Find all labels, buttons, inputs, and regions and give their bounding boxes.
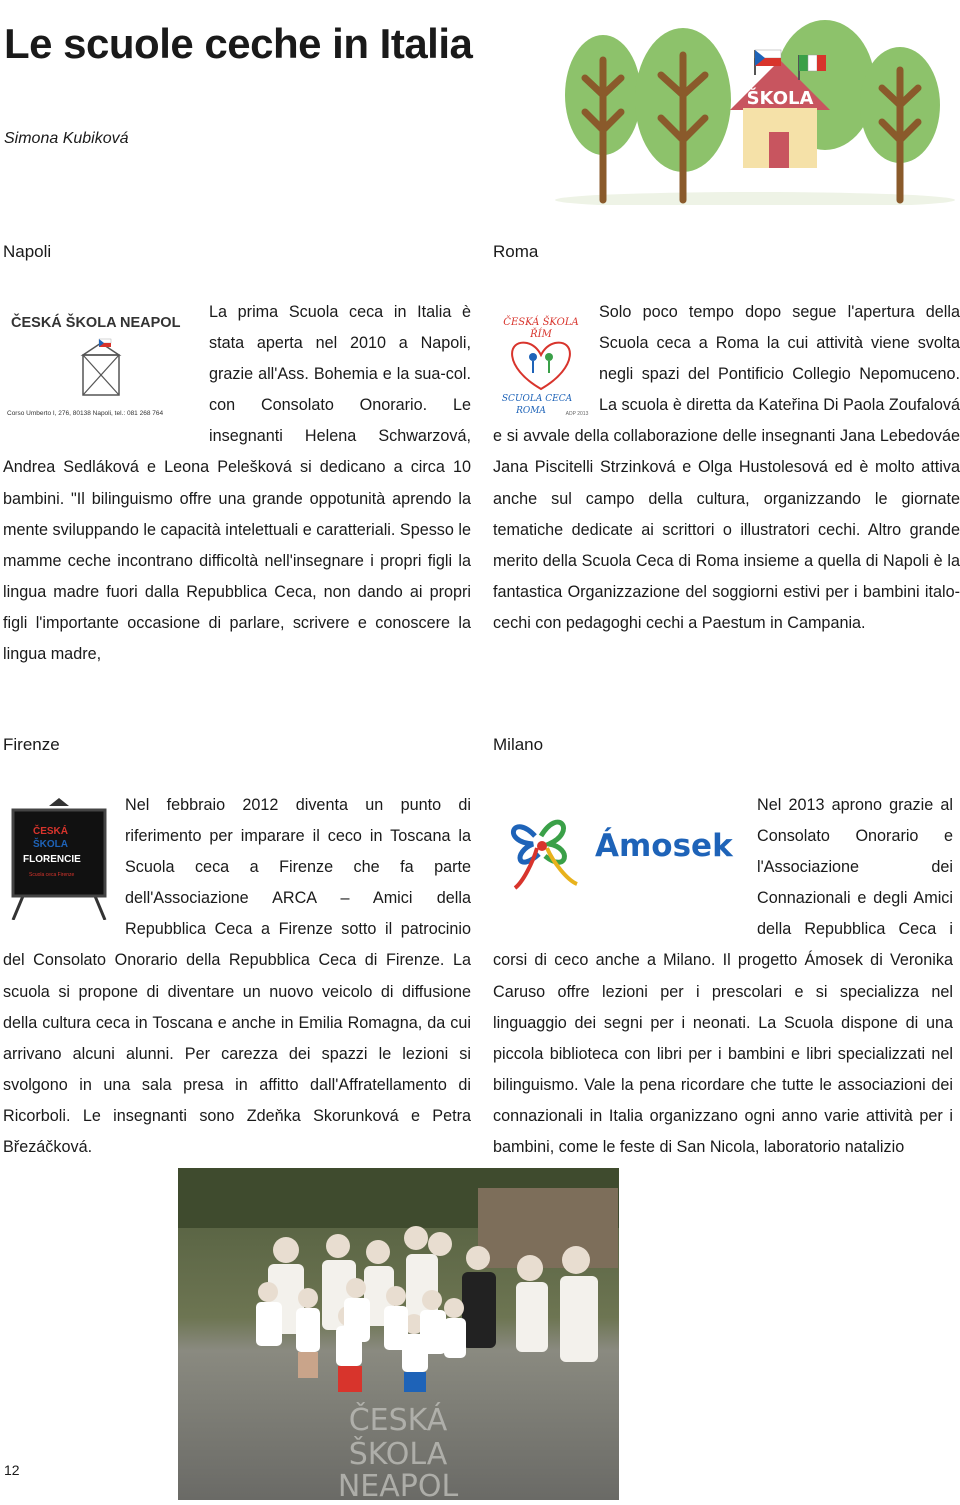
ground-text-3: NEAPOL: [337, 1469, 459, 1500]
roma-logo-line4: ROMA: [516, 406, 546, 416]
author: Simona Kubiková: [4, 130, 129, 147]
roma-logo-line5: ADP 2013: [565, 411, 589, 417]
roma-logo-line1: ČESKÁ ŠKOLA: [503, 317, 579, 328]
firenze-logo-line3: FLORENCIE: [23, 854, 81, 865]
napoli-logo-text: ČESKÁ ŠKOLA NEAPOL: [11, 315, 181, 331]
napoli-logo: [3, 299, 199, 423]
firenze-logo-line4: Scuola ceca Firenze: [29, 872, 75, 878]
section-label-milano: Milano: [493, 735, 544, 754]
milano-text: Nel 2013 aprono grazie al Consolato Onorario e l'Associazione dei Connazionali e degli Amici della Repubblica Ceca i corsi di ceco anche a Milano. Il progetto Ámosek di Veronika Caruso offre lezioni per i prescolari e si specializza nel linguaggio dei segni per i neonati. La Scuola dispone di una piccola biblioteca con libri per i bambini e libri specializzati nel bilinguismo. Vale la pena ricordare che tutte le associazioni dei connazionali in Italia organizzano ogni anno varie attività per i bambini, come le feste di San Nicola, laboratorio natalizio: [493, 796, 953, 1157]
milano-logo-text: Ámosek: [595, 828, 733, 864]
ground-text-1: ČESKÁ: [348, 1403, 448, 1438]
section-label-roma: Roma: [493, 242, 539, 261]
school-illustration: [555, 0, 955, 205]
skola-sign: ŠKOLA: [746, 88, 814, 109]
milano-logo: [493, 792, 743, 916]
page-number: 12: [4, 1462, 20, 1478]
roma-text: Solo poco tempo dopo segue l'apertura della Scuola ceca a Roma la cui attività viene svolta negli spazi del Pontificio Collegio Nepomuceno. La scuola è diretta da Kateřina Di Paola Zoufalová e si avvale della collaborazione delle insegnanti Jana Lebedováe Jana Piscitelli Strzinková e Olga Hustolesová ed è molto attiva anche sul campo della cultura, organizzando le giornate tematiche dedicate ai scrittori o illustratori cechi. Altro grande merito della Scuola Ceca di Roma insieme a quella di Napoli è la fantastica Organizzazione del soggiorni estivi per i bambini italo-cechi con pedagoghi cechi a Paestum in Campania.: [493, 303, 960, 632]
roma-logo-line2: ŘÍM: [530, 329, 552, 340]
napoli-logo-address: Corso Umberto I, 276, 80138 Napoli, tel.: 081 268 764: [7, 410, 164, 417]
roma-article: [493, 297, 960, 639]
ground-text-2: ŠKOLA: [348, 1437, 448, 1472]
firenze-article: [3, 790, 471, 1163]
firenze-logo: [3, 796, 115, 920]
firenze-text: Nel febbraio 2012 diventa un punto di riferimento per imparare il ceco in Toscana la Scuola ceca a Firenze che fa parte dell'Associazione ARCA – Amici della Repubblica Ceca a Firenze sotto il patrocinio del Consolato Onorario della Repubblica Ceca di Firenze. La scuola si propone di diventare un nuovo veicolo di diffusione della cultura ceca in Toscana e anche in Emilia Romagna, da cui arrivano alcuni alunni. Per carezza dei spazzi le lezioni si svolgono in una sala presa in affitto dall'Affratellamento di Ricorboli. Le insegnanti sono Zdeňka Skorunková e Petra Březáčková.: [3, 796, 471, 1157]
group-photo: [178, 1168, 619, 1500]
roma-logo-line3: SCUOLA CECA: [501, 394, 573, 404]
napoli-text: La prima Scuola ceca in Italia è stata aperta nel 2010 a Napoli, grazie all'Ass. Bohemia e la sua-col. con Consolato Onorario. Le insegnanti Helena Schwarzová, Andrea Sedláková e Leona Pelešková si dedicano a circa 10 bambini. "Il bilinguismo offre una grande oppotunità aprendo la mente sviluppando le capacità intelettuali e caratteriali. Spesso le mamme ceche incontrano difficoltà nell'insegnare i propri figli la lingua madre fuori dalla Repubblica Ceca, non dando ai propri figli l'importante occasione di parlare, scrivere e conoscere la lingua madre,: [3, 303, 471, 664]
milano-article: [493, 790, 953, 1163]
napoli-article: [3, 297, 471, 670]
firenze-logo-line1: ČESKÁ: [33, 826, 69, 837]
section-label-firenze: Firenze: [3, 735, 60, 754]
section-label-napoli: Napoli: [3, 242, 52, 261]
firenze-logo-line2: ŠKOLA: [33, 839, 68, 850]
roma-logo: [493, 303, 589, 421]
page-title: Le scuole ceche in Italia: [4, 20, 473, 67]
